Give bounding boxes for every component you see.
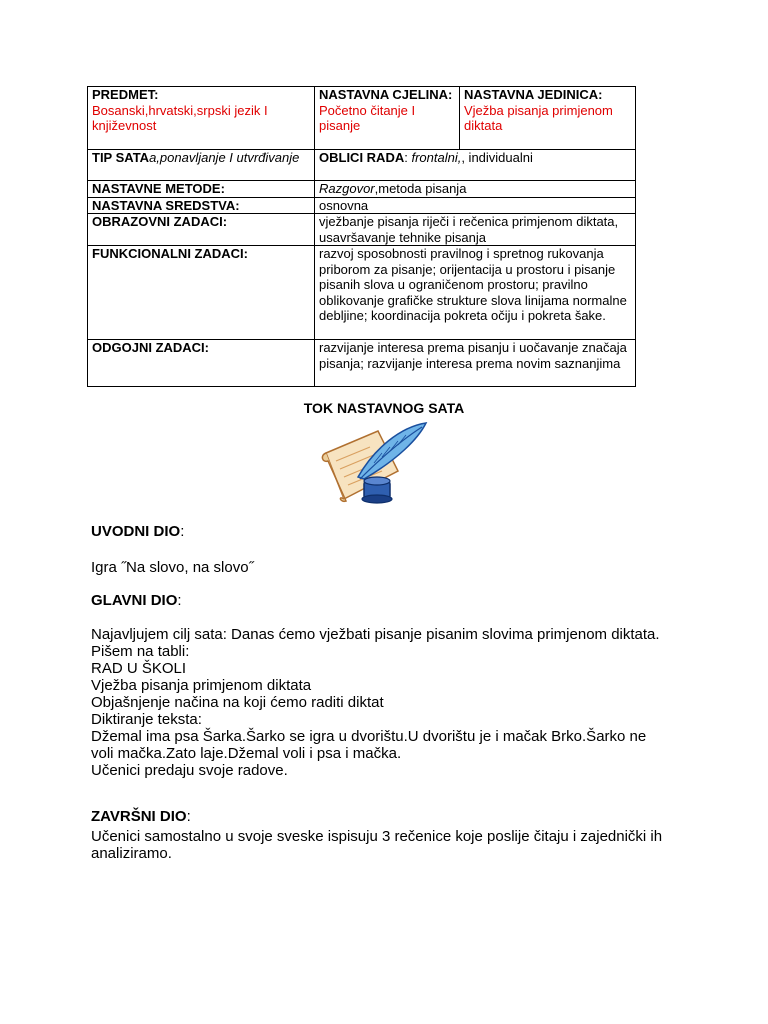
cell-oblici bbox=[315, 150, 636, 181]
tip-value: a,ponavljanje I utvrđivanje bbox=[149, 150, 300, 165]
zavrsni-text: Učenici samostalno u svoje sveske ispisuju 3 rečenice koje poslije čitaju i zajednički ih analiziramo. bbox=[91, 828, 663, 862]
metode-rest: ,metoda pisanja bbox=[374, 181, 467, 196]
oblici-italic: frontalni, bbox=[411, 150, 462, 165]
row-predmet bbox=[88, 87, 636, 150]
metode-label: NASTAVNE METODE: bbox=[88, 181, 315, 198]
oblici-sep: : bbox=[404, 150, 412, 165]
sredstva-label: NASTAVNA SREDSTVA: bbox=[88, 197, 315, 214]
glavni-line-7: Džemal ima psa Šarka.Šarko se igra u dvorištu.U dvorištu je i mačak Brko.Šarko ne voli mačka.Zato laje.Džemal voli i psa i mačka. bbox=[91, 728, 647, 762]
tip-label: TIP SATA bbox=[92, 150, 150, 165]
odgojni-value: razvijanje interesa prema pisanju i uočavanje značaja pisanja; razvijanje interesa prema novim saznanjima bbox=[315, 340, 636, 387]
row-funkcionalni bbox=[88, 246, 636, 340]
jedinica-label: NASTAVNA JEDINICA: bbox=[464, 87, 603, 102]
obrazovni-value: vježbanje pisanja riječi i rečenica primjenom diktata, usavršavanje tehnike pisanja bbox=[315, 214, 636, 246]
zavrsni-title: ZAVRŠNI DIO bbox=[91, 808, 187, 825]
uvodni-text: Igra ˝Na slovo, na slovo˝ bbox=[91, 559, 254, 576]
ink-bottle-icon bbox=[362, 477, 392, 503]
glavni-line-3: RAD U ŠKOLI bbox=[91, 660, 187, 677]
glavni-line-2: Pišem na tabli: bbox=[91, 643, 190, 660]
jedinica-value: Vježba pisanja primjenom diktata bbox=[464, 102, 613, 133]
zavrsni-heading bbox=[91, 808, 691, 825]
oblici-rest: , individualni bbox=[461, 150, 533, 165]
sredstva-value: osnovna bbox=[315, 197, 636, 214]
oblici-label: OBLICI RADA bbox=[319, 150, 405, 165]
glavni-line-8: Učenici predaju svoje radove. bbox=[91, 762, 288, 779]
uvodni-colon: : bbox=[180, 523, 185, 540]
glavni-line-5: Objašnjenje načina na koji ćemo raditi diktat bbox=[91, 694, 384, 711]
glavni-line-1: Najavljujem cilj sata: Danas ćemo vježbati pisanje pisanim slovima primjenom diktata. bbox=[91, 626, 660, 643]
glavni-content bbox=[91, 626, 661, 779]
predmet-label: PREDMET: bbox=[92, 87, 159, 102]
funkcionalni-label: FUNKCIONALNI ZADACI: bbox=[88, 246, 315, 340]
obrazovni-label: OBRAZOVNI ZADACI: bbox=[88, 214, 315, 246]
zavrsni-colon: : bbox=[186, 808, 191, 825]
predmet-value: Bosanski,hrvatski,srpski jezik I književnost bbox=[92, 102, 268, 133]
cjelina-value: Početno čitanje I pisanje bbox=[319, 102, 416, 133]
row-obrazovni bbox=[88, 214, 636, 246]
row-sredstva bbox=[88, 197, 636, 214]
cell-tip-sata bbox=[88, 150, 315, 181]
glavni-line-6: Diktiranje teksta: bbox=[91, 711, 202, 728]
uvodni-title: UVODNI DIO bbox=[91, 523, 181, 540]
cell-metode bbox=[315, 181, 636, 198]
row-metode bbox=[88, 181, 636, 198]
funkcionalni-value: razvoj sposobnosti pravilnog i spretnog rukovanja priborom za pisanje; orijentacija u prostoru i pisanje pisanih slova u ograničenom prostoru; pravilno oblikovanje grafičke strukture slova linijama normalne debljine; koordinacija pokreta očiju i pokreta šake. bbox=[315, 246, 636, 340]
cell-predmet bbox=[88, 87, 315, 150]
glavni-line-4: Vježba pisanja primjenom diktata bbox=[91, 677, 312, 694]
cjelina-label: NASTAVNA CJELINA: bbox=[319, 87, 453, 102]
odgojni-label: ODGOJNI ZADACI: bbox=[88, 340, 315, 387]
lesson-plan-table bbox=[87, 86, 636, 387]
glavni-heading bbox=[91, 592, 691, 609]
row-tip-sata bbox=[88, 150, 636, 181]
metode-italic: Razgovor bbox=[319, 181, 375, 196]
uvodni-heading bbox=[91, 523, 691, 540]
glavni-colon: : bbox=[177, 592, 182, 609]
cell-jedinica bbox=[460, 87, 636, 150]
row-odgojni bbox=[88, 340, 636, 387]
tok-heading: TOK NASTAVNOG SATA bbox=[303, 400, 465, 416]
quill-ink-illustration bbox=[318, 419, 430, 509]
glavni-title: GLAVNI DIO bbox=[91, 592, 178, 609]
cell-cjelina bbox=[315, 87, 460, 150]
